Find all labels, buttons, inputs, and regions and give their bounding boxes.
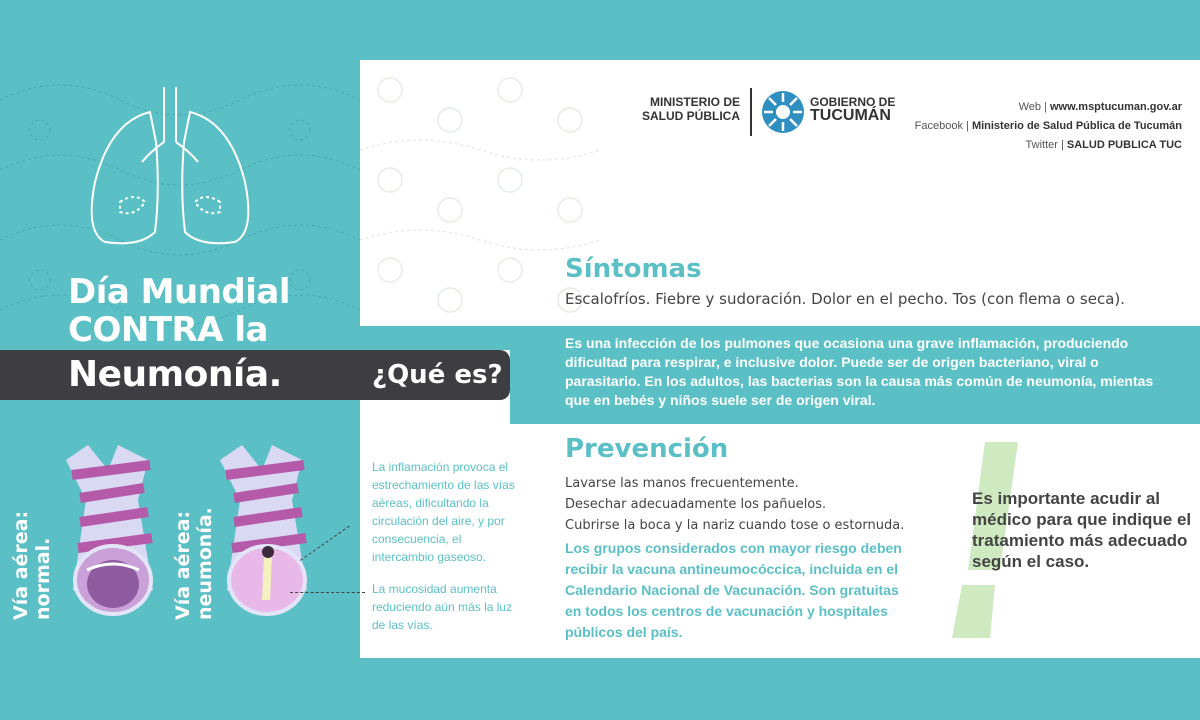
airway-neumonia-illustration [212,440,322,620]
ministerio-logo: MINISTERIO DE SALUD PÚBLICA [642,95,740,123]
important-note: Es importante acudir al médico para que indique el tratamiento más adecuado según el caso. [972,489,1192,571]
prevencion-highlight: Los grupos considerados con mayor riesgo deben recibir la vacuna antineumocóccica, incluida en el Calendario Nacional de Vacunación. Son gratuitas en todos los centros de vacunación y hospitales públicos del país. [565,540,902,640]
contact-facebook[interactable]: Facebook | Ministerio de Salud Pública de Tucumán [914,120,1182,132]
contact-twitter[interactable]: Twitter | SALUD PUBLICA TUC [1025,139,1182,151]
sintomas-heading: Síntomas [565,254,702,284]
annotation-mucosity: La mucosidad aumenta reduciendo aún más la luz de las vías. [372,582,513,632]
title-line-1: Día Mundial [68,272,290,312]
contact-info [915,98,1182,155]
contact-web[interactable]: Web | www.msptucuman.gov.ar [1018,101,1182,113]
annotation-inflammation: La inflamación provoca el estrechamiento de las vías aéreas, dificultando la circulación del aire, y por consecuencia, el intercambio gaseoso. [372,460,515,564]
lungs-icon [80,82,260,252]
airway-normal-illustration [58,440,168,620]
logo-divider [750,88,752,136]
definition-text: Es una infección de los pulmones que ocasiona una grave inflamación, produciendo dificultad para respirar, e inclusive dolor. Puede ser de origen bacteriano, viral o parasitario. En los adultos, las bacterias son la causa más común de neumonía, mientas que en bebés y niños suele ser de origen viral. [565,335,1154,408]
title-line-2: CONTRA la [68,310,268,350]
gobierno-logo: GOBIERNO DE TUCUMÁN [810,95,896,124]
list-item: Lavarse las manos frecuentemente. [565,476,799,491]
prevencion-heading: Prevención [565,434,729,464]
definition-band [360,326,510,350]
list-item: Cubrirse la boca y la nariz cuando tose o estornuda. [565,518,905,533]
annotation-leader [290,592,365,593]
airway-normal-label: Vía aérea: normal. [10,510,54,620]
sintomas-text: Escalofríos. Fiebre y sudoración. Dolor en el pecho. Tos (con flema o seca). [565,290,1126,308]
airway-neumonia-label: Vía aérea: neumonía. [172,507,216,620]
title-line-3: Neumonía. [68,354,282,395]
prevencion-list [565,473,904,536]
que-es-label: ¿Qué es? [372,360,503,390]
list-item: Desechar adecuadamente los pañuelos. [565,497,827,512]
sun-emblem-icon [760,89,806,135]
